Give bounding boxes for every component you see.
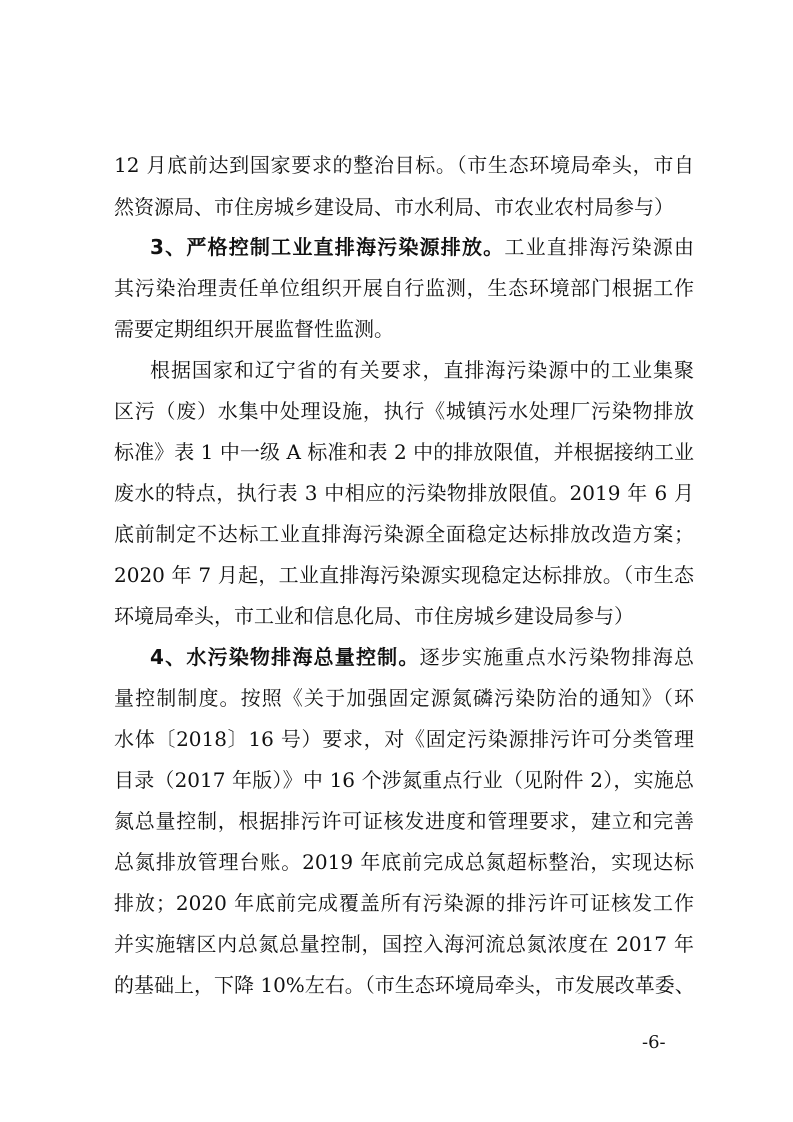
- line-text: 废水的特点，执行表 3 中相应的污染物排放限值。2019 年 6 月: [114, 481, 694, 505]
- paragraph-line: [114, 517, 694, 551]
- line-text: 排放；2020 年底前完成覆盖所有污染源的排污许可证核发工作: [114, 891, 694, 915]
- paragraph-line: [114, 681, 694, 715]
- paragraph-line: [114, 722, 694, 756]
- paragraph-line: [114, 968, 694, 1002]
- line-text: 区污（废）水集中处理设施，执行《城镇污水处理厂污染物排放: [114, 399, 694, 423]
- paragraph-line: [114, 558, 694, 592]
- line-text: 总氮排放管理台账。2019 年底前完成总氮超标整治，实现达标: [114, 850, 694, 874]
- line-text: 并实施辖区内总氮总量控制，国控入海河流总氮浓度在 2017 年: [114, 932, 694, 956]
- line-text: 需要定期组织开展监督性监测。: [114, 317, 394, 341]
- line-text: 根据国家和辽宁省的有关要求，直排海污染源中的工业集聚: [150, 358, 694, 382]
- paragraph-line: [150, 353, 694, 387]
- section-heading-line: [150, 230, 694, 264]
- section-heading: 4、水污染物排海总量控制。: [150, 645, 420, 669]
- paragraph-line: [114, 599, 694, 633]
- paragraph-line: [114, 148, 694, 182]
- paragraph-line: [114, 927, 694, 961]
- line-text: 工业直排海污染源由: [504, 235, 694, 259]
- paragraph-line: [114, 312, 694, 346]
- page-number: -6-: [642, 1032, 666, 1053]
- paragraph-line: [114, 804, 694, 838]
- line-text: 的基础上，下降 10%左右。（市生态环境局牵头，市发展改革委、: [114, 973, 695, 997]
- line-text: 目录（2017 年版）》中 16 个涉氮重点行业（见附件 2），实施总: [114, 768, 694, 792]
- paragraph-line: [114, 886, 694, 920]
- line-text: 12 月底前达到国家要求的整治目标。（市生态环境局牵头，市自: [114, 153, 694, 177]
- line-text: 逐步实施重点水污染物排海总: [419, 645, 694, 669]
- section-heading-line: [150, 640, 694, 674]
- paragraph-line: [114, 271, 694, 305]
- line-text: 然资源局、市住房城乡建设局、市水利局、市农业农村局参与）: [114, 195, 674, 219]
- line-text: 量控制制度。按照《关于加强固定源氮磷污染防治的通知》（环: [114, 686, 694, 710]
- line-text: 氮总量控制，根据排污许可证核发进度和管理要求，建立和完善: [114, 809, 694, 833]
- paragraph-line: [114, 190, 694, 224]
- paragraph-line: [114, 845, 694, 879]
- line-text: 环境局牵头，市工业和信息化局、市住房城乡建设局参与）: [114, 604, 634, 628]
- line-text: 2020 年 7 月起，工业直排海污染源实现稳定达标排放。（市生态: [114, 563, 694, 587]
- line-text: 水体〔2018〕16 号）要求，对《固定污染源排污许可分类管理: [114, 727, 694, 751]
- line-text: 标准》表 1 中一级 A 标准和表 2 中的排放限值，并根据接纳工业: [114, 440, 694, 464]
- section-heading: 3、严格控制工业直排海污染源排放。: [150, 235, 505, 259]
- paragraph-line: [114, 476, 694, 510]
- paragraph-line: [114, 394, 694, 428]
- line-text: 底前制定不达标工业直排海污染源全面稳定达标排放改造方案；: [114, 522, 694, 546]
- paragraph-line: [114, 435, 694, 469]
- paragraph-line: [114, 763, 694, 797]
- line-text: 其污染治理责任单位组织开展自行监测，生态环境部门根据工作: [114, 276, 694, 300]
